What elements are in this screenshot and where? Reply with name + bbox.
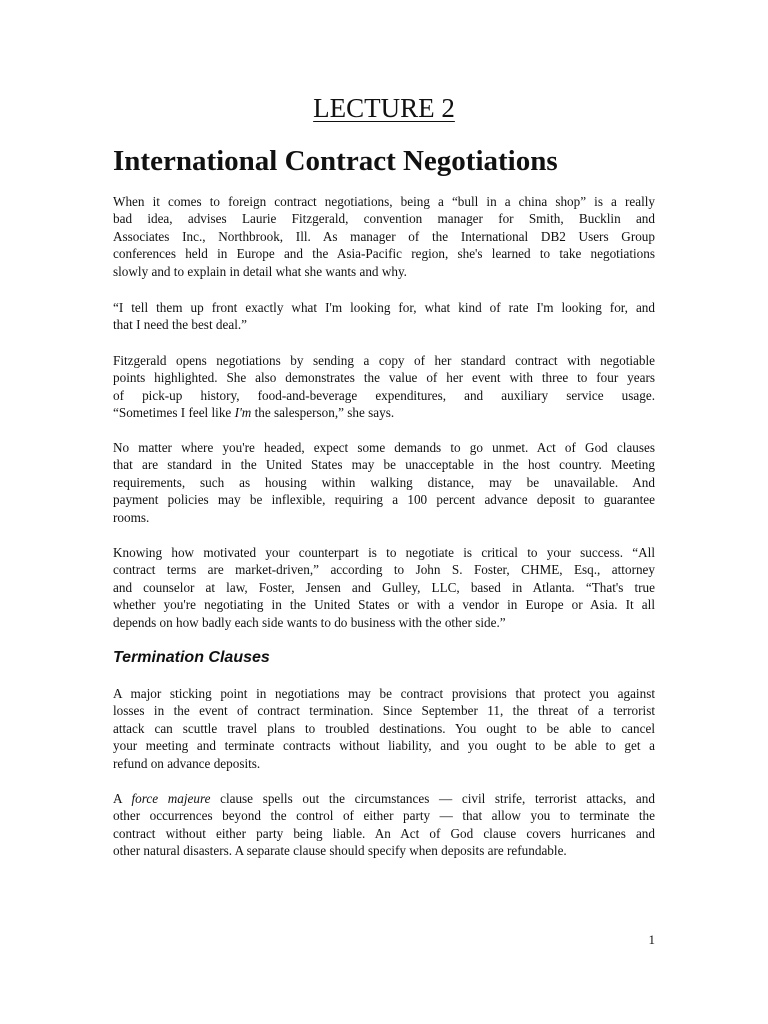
paragraph-motivation xyxy=(113,544,655,631)
paragraph-line: No matter where you're headed, expect some demands to go unmet. Act of God clauses xyxy=(113,440,655,455)
paragraph-line: your meeting and terminate contracts without liability, and you ought to be able to get a xyxy=(113,738,655,754)
paragraph-line: slowly and to explain in detail what she wants and why. xyxy=(113,263,407,279)
document-title: International Contract Negotiations xyxy=(113,145,558,177)
paragraph-line: contract without either party being liable. An Act of God clause covers hurricanes and xyxy=(113,825,655,841)
paragraph-line: requirements, such as housing within walking distance, may be unavailable. And xyxy=(113,474,655,490)
text-run: clause spells out the circumstances — civil strife, terrorist attacks, and xyxy=(210,791,655,806)
paragraph-line: “I tell them up front exactly what I'm looking for, what kind of rate I'm looking for, and xyxy=(113,300,655,315)
paragraph-line: losses in the event of contract termination. Since September 11, the threat of a terrorist xyxy=(113,703,655,719)
italic-text-run: I'm xyxy=(234,405,252,421)
paragraph-intro xyxy=(113,193,655,280)
paragraph-line: payment policies may be inflexible, requiring a 100 percent advance deposit to guarantee xyxy=(113,492,655,508)
paragraph-line: Associates Inc., Northbrook, Ill. As manager of the International DB2 Users Group xyxy=(113,228,655,244)
paragraph-line: bad idea, advises Laurie Fitzgerald, convention manager for Smith, Bucklin and xyxy=(113,211,655,227)
paragraph-line: other occurrences beyond the control of either party — that allow you to terminate the xyxy=(113,808,655,824)
paragraph-unmet-demands xyxy=(113,439,655,526)
page-number: 1 xyxy=(648,932,655,947)
paragraph-line: A major sticking point in negotiations may be contract provisions that protect you against xyxy=(113,686,655,701)
paragraph-line xyxy=(113,404,655,421)
paragraph-force-majeure xyxy=(113,790,655,860)
italic-text-run: force majeure xyxy=(131,791,211,806)
text-run: the salesperson,” she says. xyxy=(251,405,395,421)
paragraph-line: conferences held in Europe and the Asia-Pacific region, she's learned to take negotiations xyxy=(113,246,655,262)
paragraph-line: other natural disasters. A separate clause should specify when deposits are refundable. xyxy=(113,843,567,859)
paragraph-line: that are standard in the United States may be unacceptable in the host country. Meeting xyxy=(113,457,655,473)
paragraph-line: When it comes to foreign contract negotiations, being a “bull in a china shop” is a really xyxy=(113,194,655,209)
text-run: “Sometimes I feel like xyxy=(113,405,235,421)
paragraph-line: attack can scuttle travel plans to troubled destinations. You ought to be able to cancel xyxy=(113,720,655,736)
paragraph-line: rooms. xyxy=(113,509,150,525)
paragraph-opens-negotiations xyxy=(113,352,655,422)
paragraph-line: depends on how badly each side wants to do business with the other side.” xyxy=(113,614,506,630)
paragraph-sticking-point xyxy=(113,685,655,772)
paragraph-line: whether you're negotiating in the United States or with a vendor in Europe or Asia. It all xyxy=(113,597,655,613)
paragraph-line: that I need the best deal.” xyxy=(113,317,248,333)
paragraph-line: and counselor at law, Foster, Jensen and Gulley, LLC, based in Atlanta. “That's true xyxy=(113,579,655,595)
paragraph-line: points highlighted. She also demonstrates the value of her event with three to four years xyxy=(113,370,655,386)
section-heading: Termination Clauses xyxy=(113,649,270,666)
lecture-label: LECTURE 2 xyxy=(313,93,455,123)
paragraph-line: Fitzgerald opens negotiations by sending a copy of her standard contract with negotiable xyxy=(113,353,655,368)
paragraph-quote xyxy=(113,299,655,334)
paragraph-line: Knowing how motivated your counterpart is to negotiate is critical to your success. “All xyxy=(113,545,655,560)
paragraph-line: contract terms are market-driven,” according to John S. Foster, CHME, Esq., attorney xyxy=(113,562,655,578)
paragraph-line: of pick-up history, food-and-beverage expenditures, and auxiliary service usage. xyxy=(113,387,655,403)
paragraph-line xyxy=(113,790,655,807)
text-run: A xyxy=(113,791,132,806)
paragraph-line: refund on advance deposits. xyxy=(113,755,261,771)
